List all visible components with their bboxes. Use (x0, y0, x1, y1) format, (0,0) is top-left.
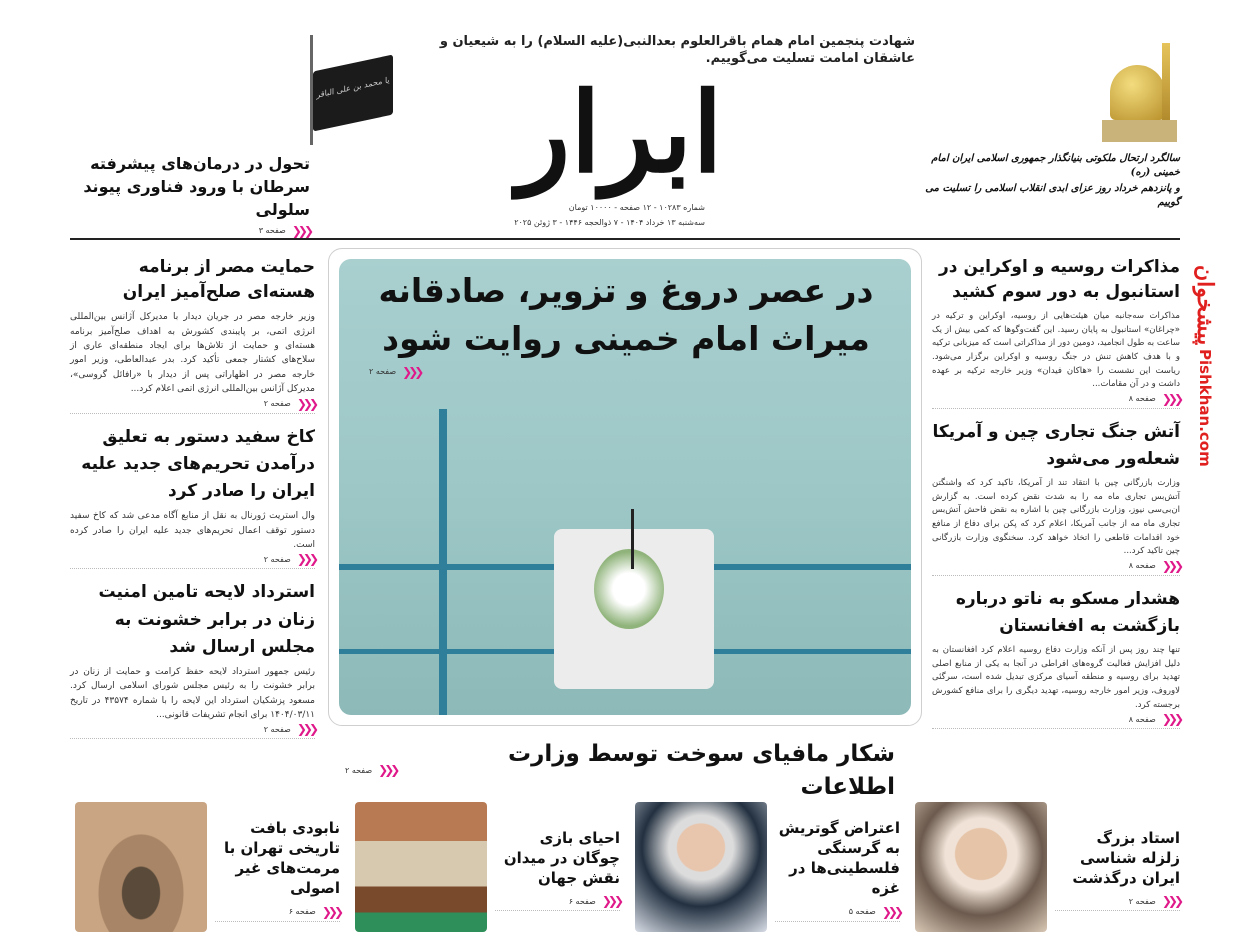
bottom-headline[interactable]: نابودی بافت تاریخی تهران با مرمت‌های غیر اصولی (223, 818, 340, 898)
page-ref: ❮❮❮ صفحه ۶ (495, 894, 620, 911)
page-ref: ❮❮❮ صفحه ۸ (932, 559, 1180, 576)
news-item[interactable] (70, 579, 315, 739)
arrows-icon: ❮❮❮ (291, 223, 310, 238)
top-left-headline[interactable]: تحول در درمان‌های پیشرفته سرطان با ورود فناوری پیوند سلولی (83, 154, 310, 220)
seismologist-photo (915, 802, 1047, 932)
polo-photo (355, 802, 487, 932)
arrows-icon: ❮❮❮ (296, 552, 315, 567)
guterres-photo (635, 802, 767, 932)
news-body: وزیر خارجه مصر در جریان دیدار با مدیرکل آژانس بین‌المللی انرژی اتمی، بر پایبندی کشورش به اهداف صلح‌آمیز برنامه هسته‌ای و حمایت از تلاش‌ها برای ایجاد منطقه‌ای عاری از سلاح‌های کشتار جمعی تأکید کرد. بدر عبدالعاطی، وزیر امور خارجه مصر در اظهاراتی پس از دیدار با «رافائل گروسی»، مدیرکل آژانس بین‌المللی انرژی اتمی اعلام کرد... (70, 312, 315, 395)
arrows-icon: ❮❮❮ (296, 396, 315, 411)
news-headline[interactable]: مذاکرات روسیه و اوکراین در استانبول به دور سوم کشید (939, 257, 1180, 302)
page-ref: ❮❮❮ صفحه ۲ (345, 763, 397, 778)
arrows-icon: ❮❮❮ (402, 364, 421, 379)
news-item[interactable] (70, 255, 315, 414)
news-body: وال استریت ژورنال به نقل از منابع آگاه مدعی شد که کاخ سفید دستور توقف اعمال تحریم‌های جدید علیه ایران را صادر کرده است. (70, 511, 315, 550)
arrows-icon: ❮❮❮ (378, 763, 397, 778)
pishkhan-watermark: پیشخوان Pishkhan.com (1192, 265, 1218, 467)
page-ref: ❮❮❮ صفحه ۲ (1055, 894, 1180, 911)
page-ref: ❮❮❮ صفحه ۲ (70, 552, 315, 569)
arrows-icon: ❮❮❮ (296, 722, 315, 737)
bottom-headline[interactable]: احیای بازی چوگان در میدان نقش جهان (503, 828, 620, 888)
news-body: رئیس جمهور استرداد لایحه حفظ کرامت و حمایت از زنان در برابر خشونت را به رئیس مجلس شورای اسلامی ارسال کرد. مسعود پزشکیان استرداد این لایحه را با شماره ۴۳۵۷۴ در تاریخ ۱۴۰۴/۰۳/۱۱ برای انجام تشریفات قانونی... (70, 666, 315, 721)
arrows-icon: ❮❮❮ (1161, 894, 1180, 909)
shrine-dome-image (1100, 35, 1180, 145)
news-headline[interactable]: آتش جنگ تجاری چین و آمریکا شعله‌ور می‌شود (932, 421, 1180, 470)
page-ref: ❮❮❮ صفحه ۶ (215, 905, 340, 922)
bottom-headline[interactable]: استاد بزرگ زلزله شناسی ایران درگذشت (1072, 828, 1180, 888)
left-column (70, 255, 315, 749)
news-headline[interactable]: هشدار مسکو به ناتو درباره بازگشت به افغانستان (955, 588, 1180, 636)
news-body: وزارت بازرگانی چین با انتقاد تند از آمریکا، تاکید کرد که واشنگتن آتش‌بس تجاری ماه مه را به شدت نقض کرده است. به گزارش ان‌بی‌سی نیوز، وزارت بازرگانی چین با اشاره به نقض فاحش آتش‌بس تجاری ماه مه از جانب آمریکا، اعلام کرد که پکن برای دفاع از منافع خود اقدامات قاطعی را اتخاذ خواهد کرد. سخنگوی وزارت بازرگانی چین تاکید کرد... (932, 478, 1180, 557)
arrows-icon: ❮❮❮ (1161, 712, 1180, 727)
news-item[interactable] (70, 424, 315, 570)
bottom-headline[interactable]: اعتراض گوتریش به گرسنگی فلسطینی‌ها در غزه (778, 818, 900, 898)
news-headline[interactable]: کاخ سفید دستور به تعلیق درآمدن تحریم‌های جدید علیه ایران را صادر کرد (81, 426, 315, 501)
imam-anniversary-text (925, 152, 1180, 209)
sub-story[interactable] (345, 738, 895, 805)
news-headline[interactable]: استرداد لایحه تامین امنیت زنان در برابر خشونت به مجلس ارسال شد (98, 582, 315, 657)
news-item[interactable] (932, 255, 1180, 409)
page-ref: ❮❮❮ صفحه ۳ (258, 223, 310, 238)
arrows-icon: ❮❮❮ (881, 904, 900, 919)
main-story-frame[interactable] (328, 248, 922, 726)
right-column (932, 255, 1180, 739)
page-ref: ❮❮❮ صفحه ۵ (775, 905, 900, 922)
newspaper-logo: ابرار (517, 68, 723, 197)
imam-anniversary-line1: سالگرد ارتحال ملکوتی بنیانگذار جمهوری اسلامی ایران امام خمینی (ره) (931, 153, 1180, 178)
main-headline-block (349, 267, 903, 381)
page-ref: ❮❮❮ صفحه ۲ (369, 364, 421, 379)
mourning-flag: یا محمد بن علی الباقر (308, 35, 398, 145)
main-story-photo (339, 259, 911, 715)
top-left-story[interactable] (70, 152, 310, 240)
news-body: مذاکرات سه‌جانبه میان هیئت‌هایی از روسیه، اوکراین و ترکیه در «چراغان» استانبول به پایان رسید. این گفت‌وگوها که کمی بیش از یک ساعت به طول انجامید، دومین دور از مذاکراتی است که میزبانی ترکیه و با هدف کاهش تنش در جنگ روسیه و اوکراین برگزار می‌شود. ریاست این نشست را «هاکان فیدان» وزیر خارجه ترکیه بر عهده داشت و در آن مقامات... (932, 311, 1180, 390)
bottom-item[interactable] (910, 802, 1180, 937)
issue-info: شماره ۱۰۲۸۳ - ۱۲ صفحه - ۱۰۰۰۰ تومان (568, 203, 705, 212)
issue-date: سه‌شنبه ۱۳ خرداد ۱۴۰۴ - ۷ ذوالحجه ۱۴۴۶ - ۳ ژوئن ۲۰۲۵ (514, 218, 705, 227)
bottom-item[interactable] (630, 802, 900, 937)
page-ref: ❮❮❮ صفحه ۲ (70, 397, 315, 414)
bottom-item[interactable] (70, 802, 340, 937)
arrows-icon: ❮❮❮ (601, 894, 620, 909)
news-body: تنها چند روز پس از آنکه وزارت دفاع روسیه اعلام کرد افغانستان به دلیل افزایش فعالیت گروه‌های افراطی در آنجا به یکی از منابع اصلی تهدید برای روسیه و منطقه آسیای مرکزی تبدیل شده است، سرگئی لاوروف، وزیر امور خارجه روسیه، تهدید دیگری را برای منافع کشورش برجسته کرد. (932, 645, 1180, 710)
news-headline[interactable]: حمایت مصر از برنامه هسته‌ای صلح‌آمیز ایران (122, 257, 315, 302)
condolence-banner: شهادت پنجمین امام همام باقرالعلوم بعدالنبی(علیه السلام) را به شیعیان و عاشقان امامت تسلیت می‌گوییم. (439, 34, 915, 66)
arrows-icon: ❮❮❮ (1161, 558, 1180, 573)
bottom-row (70, 802, 1180, 937)
masthead-divider (70, 238, 1180, 240)
page-ref: ❮❮❮ صفحه ۸ (932, 712, 1180, 729)
bottom-item[interactable] (350, 802, 620, 937)
sub-headline[interactable]: شکار مافیای سوخت توسط وزارت اطلاعات (508, 741, 895, 801)
arrows-icon: ❮❮❮ (1161, 391, 1180, 406)
imam-anniversary-line2: و پانزدهم خرداد روز عزای ابدی انقلاب اسلامی را تسلیت می گوییم (925, 183, 1180, 208)
arrows-icon: ❮❮❮ (321, 904, 340, 919)
news-item[interactable] (932, 419, 1180, 576)
main-headline[interactable]: در عصر دروغ و تزویر، صادقانه میراث امام خمینی روایت شود (378, 271, 874, 358)
historic-building-photo (75, 802, 207, 932)
news-item[interactable] (932, 586, 1180, 729)
page-ref: ❮❮❮ صفحه ۲ (70, 722, 315, 739)
page-ref: ❮❮❮ صفحه ۸ (932, 392, 1180, 409)
